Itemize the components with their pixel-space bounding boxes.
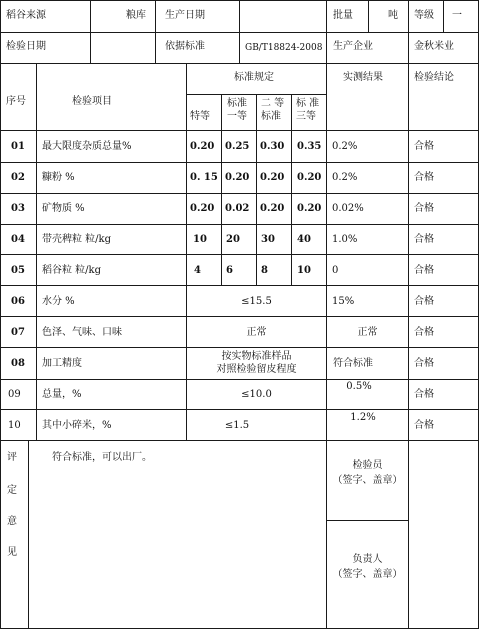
row-conclusion: 合格 xyxy=(414,296,434,307)
row-standard-merged: 正常 xyxy=(246,327,267,338)
value-special: 0.20 xyxy=(190,203,215,214)
row-item: 带壳稗粒 粒/kg xyxy=(42,234,112,245)
row-conclusion: 合格 xyxy=(414,420,434,431)
row-standard-merged: ≤15.5 xyxy=(241,296,272,307)
value-grade-1: 0.25 xyxy=(225,141,250,152)
row-standard-merged: ≤1.5 xyxy=(224,420,250,431)
row-result: 15% xyxy=(332,296,355,307)
company-label: 生产企业 xyxy=(333,41,373,52)
row-no: 07 xyxy=(11,327,25,338)
row-standard-merged-line1: 按实物标准样品 xyxy=(221,351,292,362)
row-item: 色泽、气味、口味 xyxy=(42,327,122,338)
value-grade-3: 0.20 xyxy=(297,203,322,214)
row-conclusion: 合格 xyxy=(414,327,434,338)
value-grade-1: 0.20 xyxy=(225,172,250,183)
value-grade-3: 10 xyxy=(297,265,311,276)
grade-one-header-b: 一等 xyxy=(227,111,247,122)
row-item: 总量，% xyxy=(42,389,82,400)
batch-unit: 吨 xyxy=(388,10,398,21)
row-no: 03 xyxy=(11,203,25,214)
row-no: 04 xyxy=(11,234,25,245)
row-item: 矿物质 % xyxy=(42,203,85,214)
opinion-char: 见 xyxy=(7,547,17,558)
opinion-char: 定 xyxy=(7,485,17,496)
row-item: 其中小碎米，% xyxy=(42,420,112,431)
company-value: 金秋米业 xyxy=(414,41,454,52)
grade-three-header-b: 三等 xyxy=(296,111,316,122)
value-special: 0. 15 xyxy=(190,172,218,183)
grade-label: 等级 xyxy=(414,10,434,21)
value-grade-3: 0.35 xyxy=(297,141,322,152)
row-conclusion: 合格 xyxy=(414,172,434,183)
standard-label: 依据标准 xyxy=(165,41,205,52)
row-no: 05 xyxy=(11,265,25,276)
row-item: 水分 % xyxy=(42,296,75,307)
inspector-label: 检验员 xyxy=(352,460,383,471)
row-conclusion: 合格 xyxy=(414,141,434,152)
grade-two-header-b: 标准 xyxy=(261,111,281,122)
col-result-header: 实测结果 xyxy=(343,72,383,83)
row-result: 0.5% xyxy=(346,381,372,392)
row-result: 1.2% xyxy=(350,412,376,423)
value-special: 4 xyxy=(194,265,201,276)
value-grade-2: 0.20 xyxy=(260,203,285,214)
value-grade-1: 20 xyxy=(226,234,240,245)
row-conclusion: 合格 xyxy=(414,358,434,369)
row-conclusion: 合格 xyxy=(414,265,434,276)
grade-one-header-a: 标准 xyxy=(227,98,247,109)
prod-date-label: 生产日期 xyxy=(165,10,205,21)
opinion-text: 符合标准，可以出厂。 xyxy=(52,452,152,463)
row-conclusion: 合格 xyxy=(414,203,434,214)
row-item: 最大限度杂质总量% xyxy=(42,141,132,152)
row-standard-merged: ≤10.0 xyxy=(241,389,272,400)
col-standard-header: 标准规定 xyxy=(234,72,274,83)
grade-three-header-a: 标 准 xyxy=(296,98,320,109)
standard-value: GB/T18824-2008 xyxy=(245,43,323,53)
inspector-sign-note: （签字、盖章） xyxy=(332,475,403,486)
col-conclusion-header: 检验结论 xyxy=(414,72,454,83)
col-item-header: 检验项目 xyxy=(72,96,112,107)
row-result: 正常 xyxy=(357,327,378,338)
row-no: 09 xyxy=(8,389,21,400)
value-grade-1: 0.02 xyxy=(225,203,250,214)
row-conclusion: 合格 xyxy=(414,234,434,245)
opinion-char: 评 xyxy=(7,452,17,463)
value-grade-3: 0.20 xyxy=(297,172,322,183)
value-special: 0.20 xyxy=(190,141,215,152)
batch-label: 批量 xyxy=(333,10,353,21)
row-result: 0.2% xyxy=(332,172,358,183)
grade-special-header: 特等 xyxy=(190,111,210,122)
row-no: 06 xyxy=(11,296,25,307)
value-grade-2: 0.20 xyxy=(260,172,285,183)
value-grade-2: 30 xyxy=(261,234,275,245)
value-grade-3: 40 xyxy=(297,234,311,245)
leader-sign-note: （签字、盖章） xyxy=(332,569,403,580)
grade-value: 一 xyxy=(452,10,462,21)
value-grade-2: 0.30 xyxy=(260,141,285,152)
row-result: 0.02% xyxy=(332,203,364,214)
row-item: 稻谷粒 粒/kg xyxy=(42,265,102,276)
value-grade-2: 8 xyxy=(261,265,268,276)
row-no: 01 xyxy=(11,141,25,152)
source-label: 稻谷来源 xyxy=(6,10,46,21)
source-value: 粮库 xyxy=(126,10,146,21)
row-no: 08 xyxy=(11,358,25,369)
value-special: 10 xyxy=(193,234,207,245)
row-no: 02 xyxy=(11,172,25,183)
opinion-char: 意 xyxy=(7,516,17,527)
inspect-date-label: 检验日期 xyxy=(6,41,46,52)
row-result: 符合标准 xyxy=(333,358,373,369)
leader-label: 负责人 xyxy=(352,554,383,565)
row-no: 10 xyxy=(8,420,21,431)
row-item: 糠粉 % xyxy=(42,172,75,183)
row-result: 0 xyxy=(332,265,339,276)
grade-two-header-a: 二 等 xyxy=(261,98,285,109)
col-no-header: 序号 xyxy=(6,96,26,107)
row-item: 加工精度 xyxy=(42,358,82,369)
row-conclusion: 合格 xyxy=(414,389,434,400)
row-standard-merged-line2: 对照检验留皮程度 xyxy=(216,364,297,375)
value-grade-1: 6 xyxy=(226,265,233,276)
row-result: 0.2% xyxy=(332,141,358,152)
row-result: 1.0% xyxy=(332,234,358,245)
